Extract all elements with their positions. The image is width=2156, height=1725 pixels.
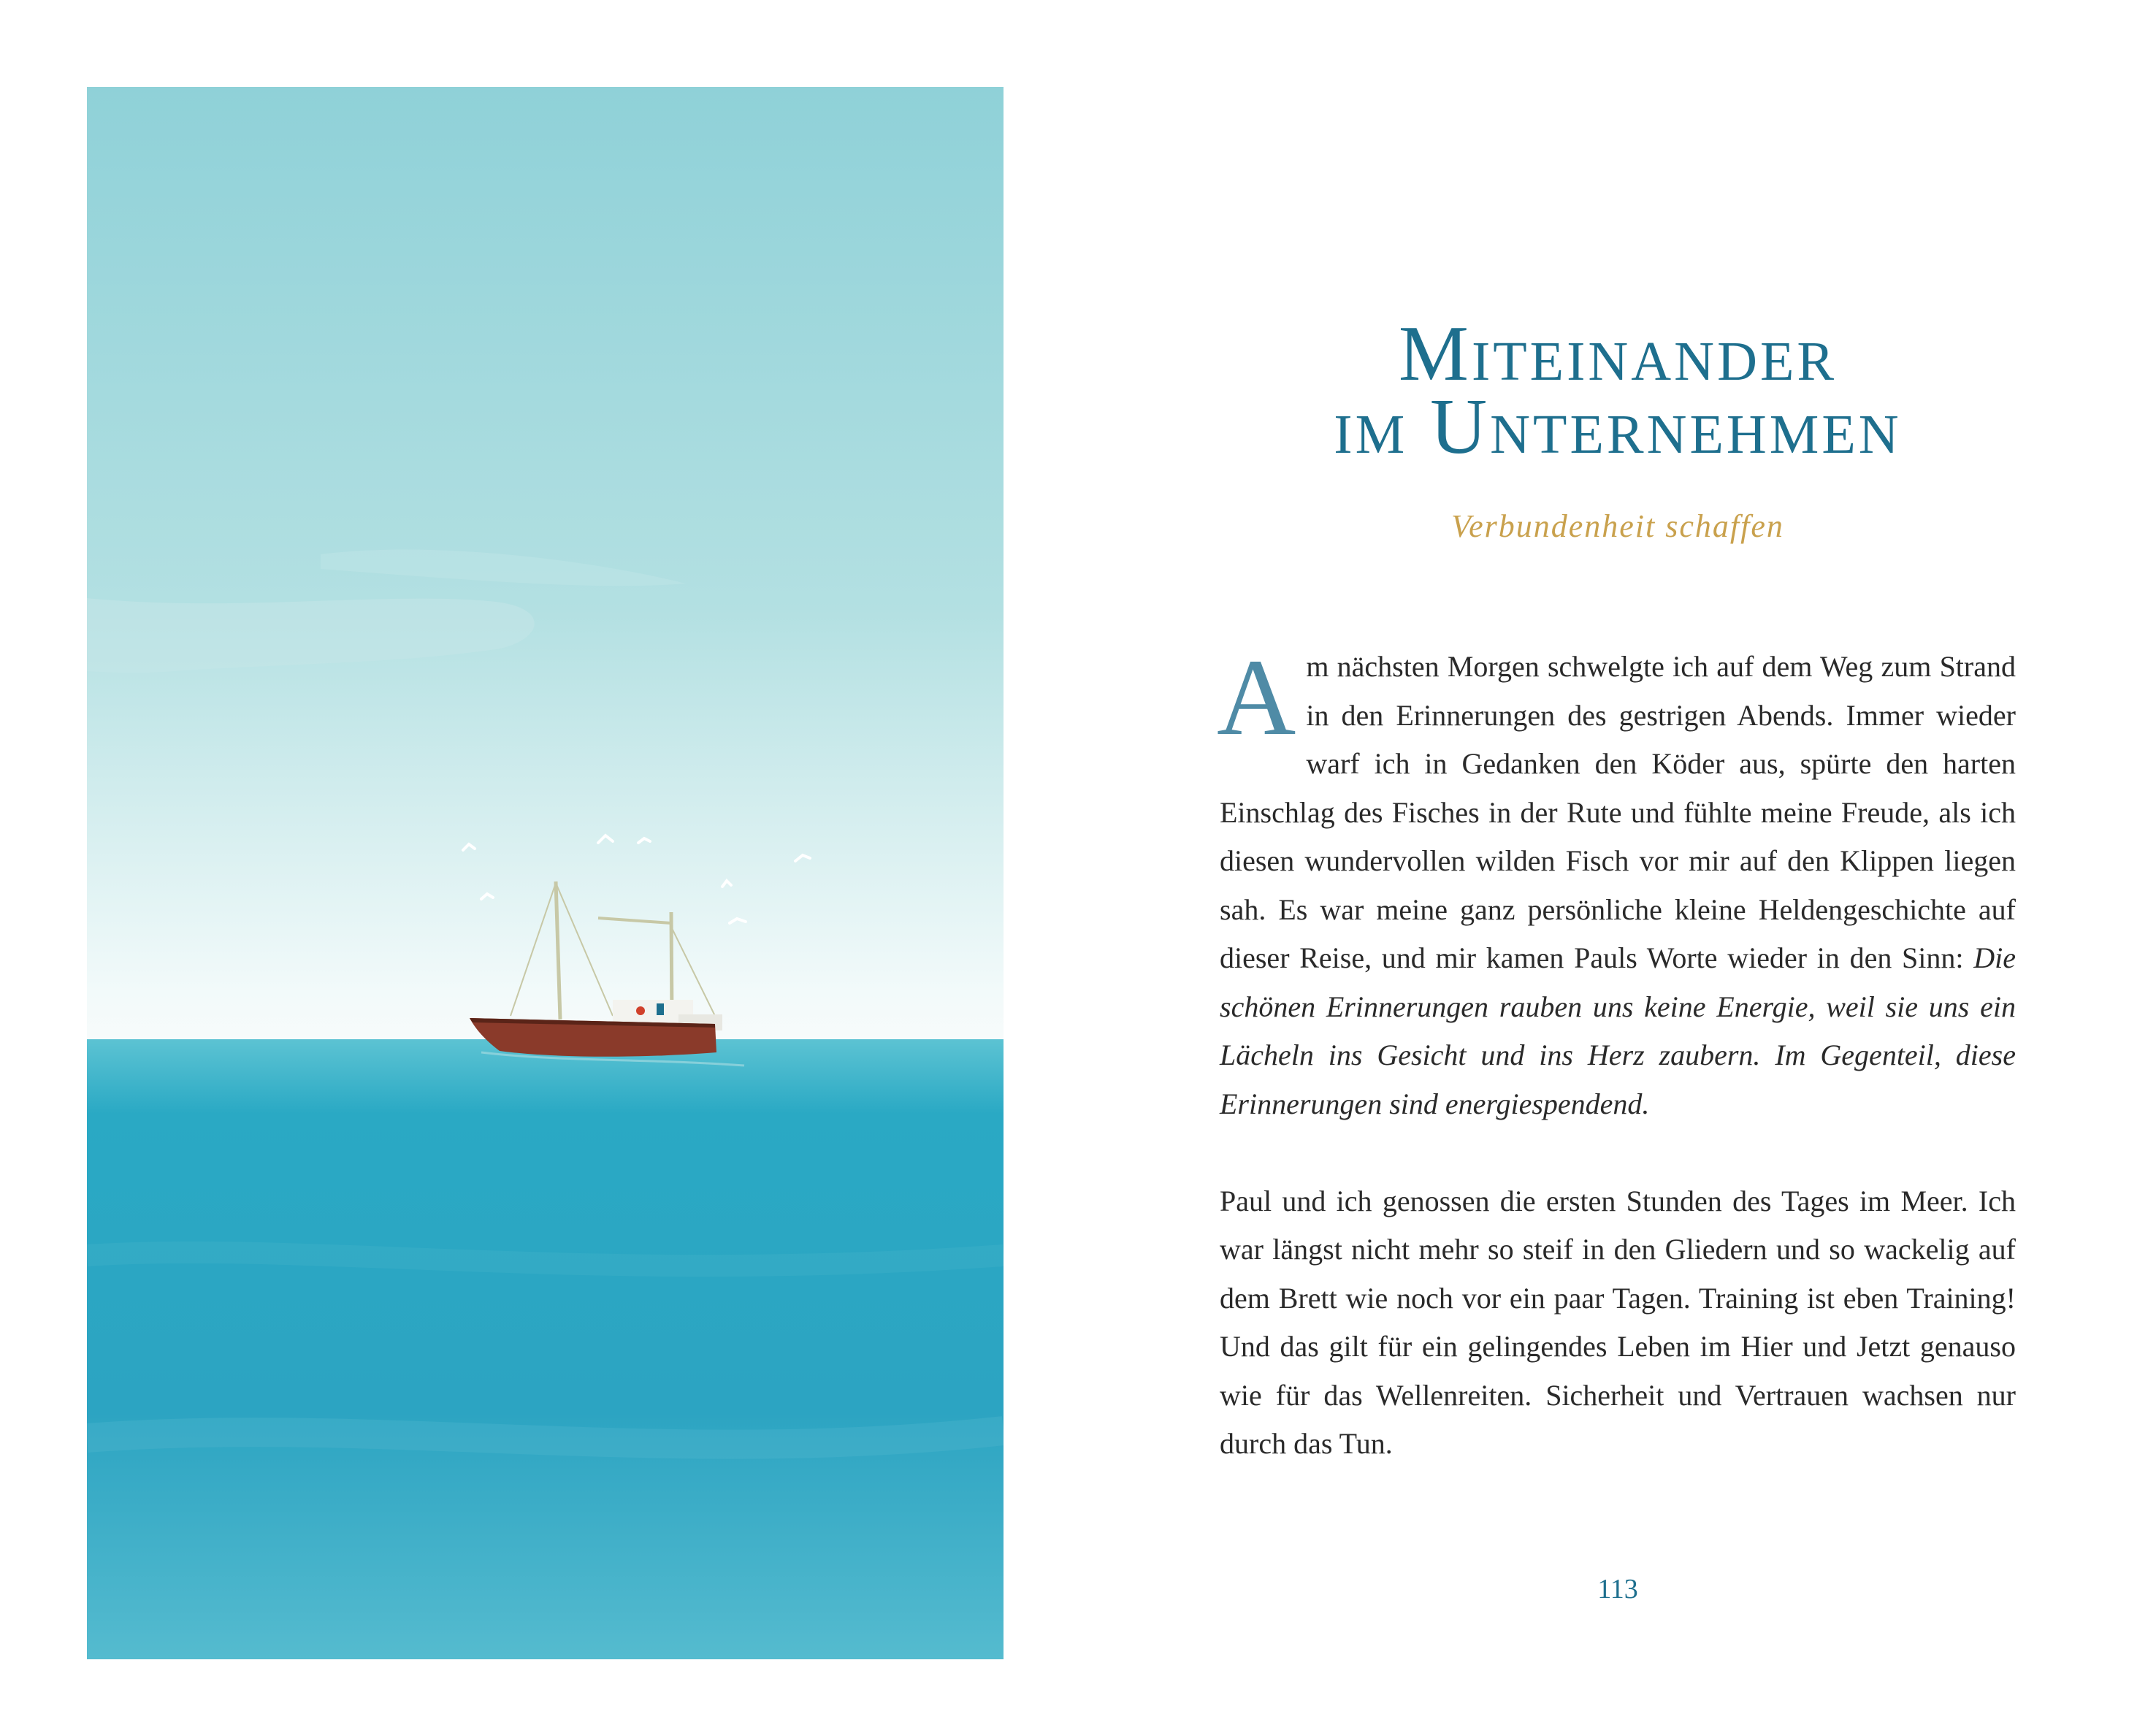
- sea: [87, 1039, 1004, 1659]
- seascape-illustration: [87, 87, 1004, 1659]
- chapter-title: [1220, 310, 2016, 470]
- paragraph-1-quote: Die schönen Erinnerungen rauben uns keine Energie, weil sie uns ein Lächeln ins Gesicht und ins Herz zaubern. Im Gegenteil, diese Erinnerungen sind energiespendend.: [1220, 941, 2016, 1120]
- chapter-subtitle: Verbundenheit schaffen: [1451, 508, 1784, 544]
- page-number: 113: [1597, 1574, 1638, 1604]
- chapter-title-line-2: im Unternehmen: [1334, 383, 1902, 470]
- paragraph-1-text: m nächsten Morgen schwelgte ich auf dem Weg zum Strand in den Erinnerungen des gestrigen Abends. Immer wieder warf ich in Gedanken den Köder aus, spürte den harten Einschlag des Fisches in der Rute und fühlte meine Freude, als ich diesen wundervollen wilden Fisch vor mir auf den Klippen liegen sah. Es war meine ganz persönliche kleine Heldengeschichte auf dieser Reise, und mir kamen Pauls Worte wieder in den Sinn:: [1220, 650, 2016, 974]
- body-text: [1217, 637, 2016, 1469]
- drop-cap: A: [1217, 637, 1296, 758]
- chapter-title-line-1: Miteinander: [1398, 310, 1838, 397]
- text-page: [1217, 0, 2016, 1725]
- fishing-boat-seascape-image: [87, 87, 1004, 1659]
- paragraph-2: Paul und ich genossen die ersten Stunden des Tages im Meer. Ich war längst nicht mehr so steif in den Gliedern und so wackelig auf dem Brett wie noch vor ein paar Tagen. Training ist eben Training! Und das gilt für ein gelingendes Leben im Hier und Jetzt genauso wie für das Wellenreiten. Sicherheit und Vertrauen wachsen nur durch das Tun.: [1220, 1184, 2016, 1460]
- paragraph-1: [1217, 637, 2016, 1128]
